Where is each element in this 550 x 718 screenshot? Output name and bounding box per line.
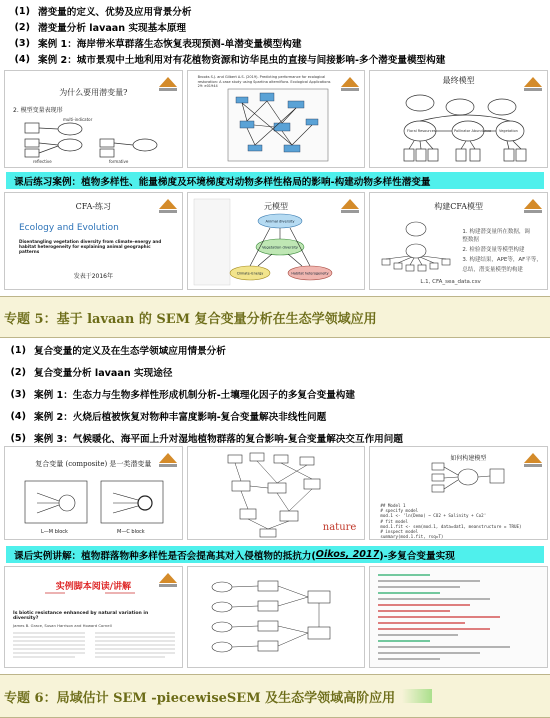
node-climate: Climate–Energy [236, 271, 263, 276]
practice-highlight-bar [6, 546, 544, 563]
slide-r-script [369, 566, 548, 668]
slides-row-1 [4, 70, 548, 168]
slide-build-cfa [369, 192, 548, 290]
node-floral: Floral Resources [407, 129, 437, 133]
slides-row-2 [4, 192, 548, 290]
exercise-highlight-bar: 课后练习案例：植物多样性、能量梯度及环境梯度对动物多样性格局的影响-构建动物多样性潜变量 [6, 172, 544, 189]
paper-title: Disentangling vegetation diversity from climate–energy and habitat heterogeneity for explaining animal geographic patterns [19, 239, 162, 254]
slide-flow-diagram [187, 566, 366, 668]
paper-authors: James B. Grace, Susan Harrison and Howard Cornell [13, 623, 112, 628]
nature-logo: nature [322, 522, 357, 533]
node-animal: Animal diversity [265, 219, 295, 224]
composite-block-graphic [5, 447, 183, 540]
citation-text: Brooks S.J. and Gilbert A.S. (2019). Predicting performance for ecological restoration: A case study using Spartina alterniflora. Ecological Applications 29: e01944 [197, 75, 331, 88]
slide-title: 复合变量 (composite) 是一类潜变量 [35, 460, 152, 468]
slide-final-model [369, 70, 548, 168]
practice-suffix: )-多复合变量实现 [379, 550, 455, 562]
slide-title: 构建CFA模型 [434, 202, 484, 211]
path-diagram-graphic [188, 71, 366, 168]
label-formative: formative [109, 159, 129, 164]
cfa-note: 整数据 [462, 237, 479, 243]
practice-citation: Oikos, 2017 [315, 549, 380, 560]
slide-latent-why [4, 70, 183, 168]
block-label-lm: L—M block [41, 529, 68, 535]
slide-nature-model [187, 446, 366, 540]
practice-prefix: 课后实例讲解：植物群落物种多样性是否会提高其对入侵植物的抵抗力( [14, 550, 316, 562]
paper-question: Is biotic resistance enhanced by natural variation in diversity? [13, 611, 149, 621]
list-item: (3) 案例 1：生态力与生物多样性形成机制分析-土壤理化因子的多复合变量构建 [10, 388, 355, 401]
list-item: (5) 案例 3：气候暖化、海平面上升对湿地植物群落的复合影响-复合变量解决交互作用问题 [10, 432, 403, 445]
latent-diagram-graphic [5, 71, 183, 168]
slide-title: 实例脚本阅读/讲解 [55, 582, 131, 592]
model-code-block [380, 503, 521, 539]
code-line: # fit model [380, 518, 409, 524]
slide-title: 如何构建模型 [450, 455, 487, 462]
slide-spartina-case [187, 70, 366, 168]
cfa-note: 3. 构建结果，APE等，AF平等， [462, 257, 542, 263]
journal-heading: Ecology and Evolution [19, 223, 119, 233]
node-vegetation: Vegetation diversity [261, 245, 298, 250]
cfa-note: 2. 检验潜变量等模型构建 [462, 247, 525, 253]
slides-row-4 [4, 566, 548, 668]
label-reflective: reflective [33, 159, 52, 164]
topic6-banner [0, 674, 550, 718]
slide-title: 元模型 [264, 202, 288, 211]
topic5-list [0, 339, 550, 449]
cfa-note: 总结，潜变量模型的构建 [462, 267, 523, 273]
slide-cfa-practice [4, 192, 183, 290]
list-item: (4) 案例 2：火烧后植被恢复对物种丰富度影响-复合变量解决非线性问题 [10, 410, 327, 423]
code-line: # specify model [380, 508, 419, 514]
slide-title: 为什么要用潜变量? [59, 88, 128, 97]
code-line: mod.1 <- 'ln(Demo) ~ CO2 + Salinity + Co2' [380, 513, 487, 519]
node-vegetation: Vegetation [499, 129, 519, 133]
topic6-text: 专题 6：局域估计 SEM -piecewiseSEM 及生态学领域高阶应用 [4, 690, 396, 706]
slide-script-reading [4, 566, 183, 668]
list-item: (3) 案例 1：海岸带米草群落生态恢复表现预测-单潜变量模型构建 [14, 37, 302, 50]
slide-title: CFA-练习 [75, 202, 112, 211]
meta-model-graphic [188, 193, 366, 290]
slide-meta-model [187, 192, 366, 290]
code-line: mod.1.fit <- sem(mod.1, data=dat1, meanstructure = TRUE) [380, 523, 522, 529]
final-model-graphic [370, 71, 548, 168]
topic5-banner: 专题 5：基于 lavaan 的 SEM 复合变量分析在生态学领域应用 [0, 296, 550, 338]
list-item: (1) 潜变量的定义、优势及应用背景分析 [14, 5, 192, 18]
code-line: ## Model 1 [380, 503, 406, 508]
list-item: (1) 复合变量的定义及在生态学领域应用情景分析 [10, 344, 226, 357]
flow-diagram-graphic [188, 567, 366, 668]
code-line: summary(mod.1.fit, rsq=T) [380, 534, 444, 540]
list-item: (4) 案例 2：城市景观中土地利用对有花植物资源和访华昆虫的直接与间接影响-多个潜变量模型构建 [14, 53, 446, 66]
banner-fade [402, 689, 432, 703]
block-label-mc: M—C block [117, 529, 145, 535]
list-item: (2) 复合变量分析 lavaan 实现途径 [10, 366, 173, 379]
code-line: # inspect model [380, 529, 419, 535]
list-item: (2) 潜变量分析 lavaan 实现基本原理 [14, 21, 187, 34]
r-script-graphic [370, 567, 548, 668]
paper-text-lines [5, 567, 183, 668]
label-multi: multi-indicator [63, 117, 93, 122]
cfa-graphic [370, 193, 548, 290]
slide-subtitle: 2. 模型变量表现形 [13, 107, 63, 114]
slide-build-model [369, 446, 548, 540]
node-pollinator: Pollinator Abundance [454, 129, 492, 133]
node-habitat: Habitat heterogeneity [291, 271, 329, 276]
topic4-list [0, 3, 550, 67]
publish-year: 发表于2016年 [73, 273, 113, 280]
slide-composite [4, 446, 183, 540]
cfa-data-file: L.1, CFA_sea_data.csv [420, 279, 481, 285]
slides-row-3 [4, 446, 548, 540]
cfa-note: 1. 构建潜变量所在数据，调 [462, 229, 530, 235]
slide-title: 最终模型 [442, 76, 475, 85]
